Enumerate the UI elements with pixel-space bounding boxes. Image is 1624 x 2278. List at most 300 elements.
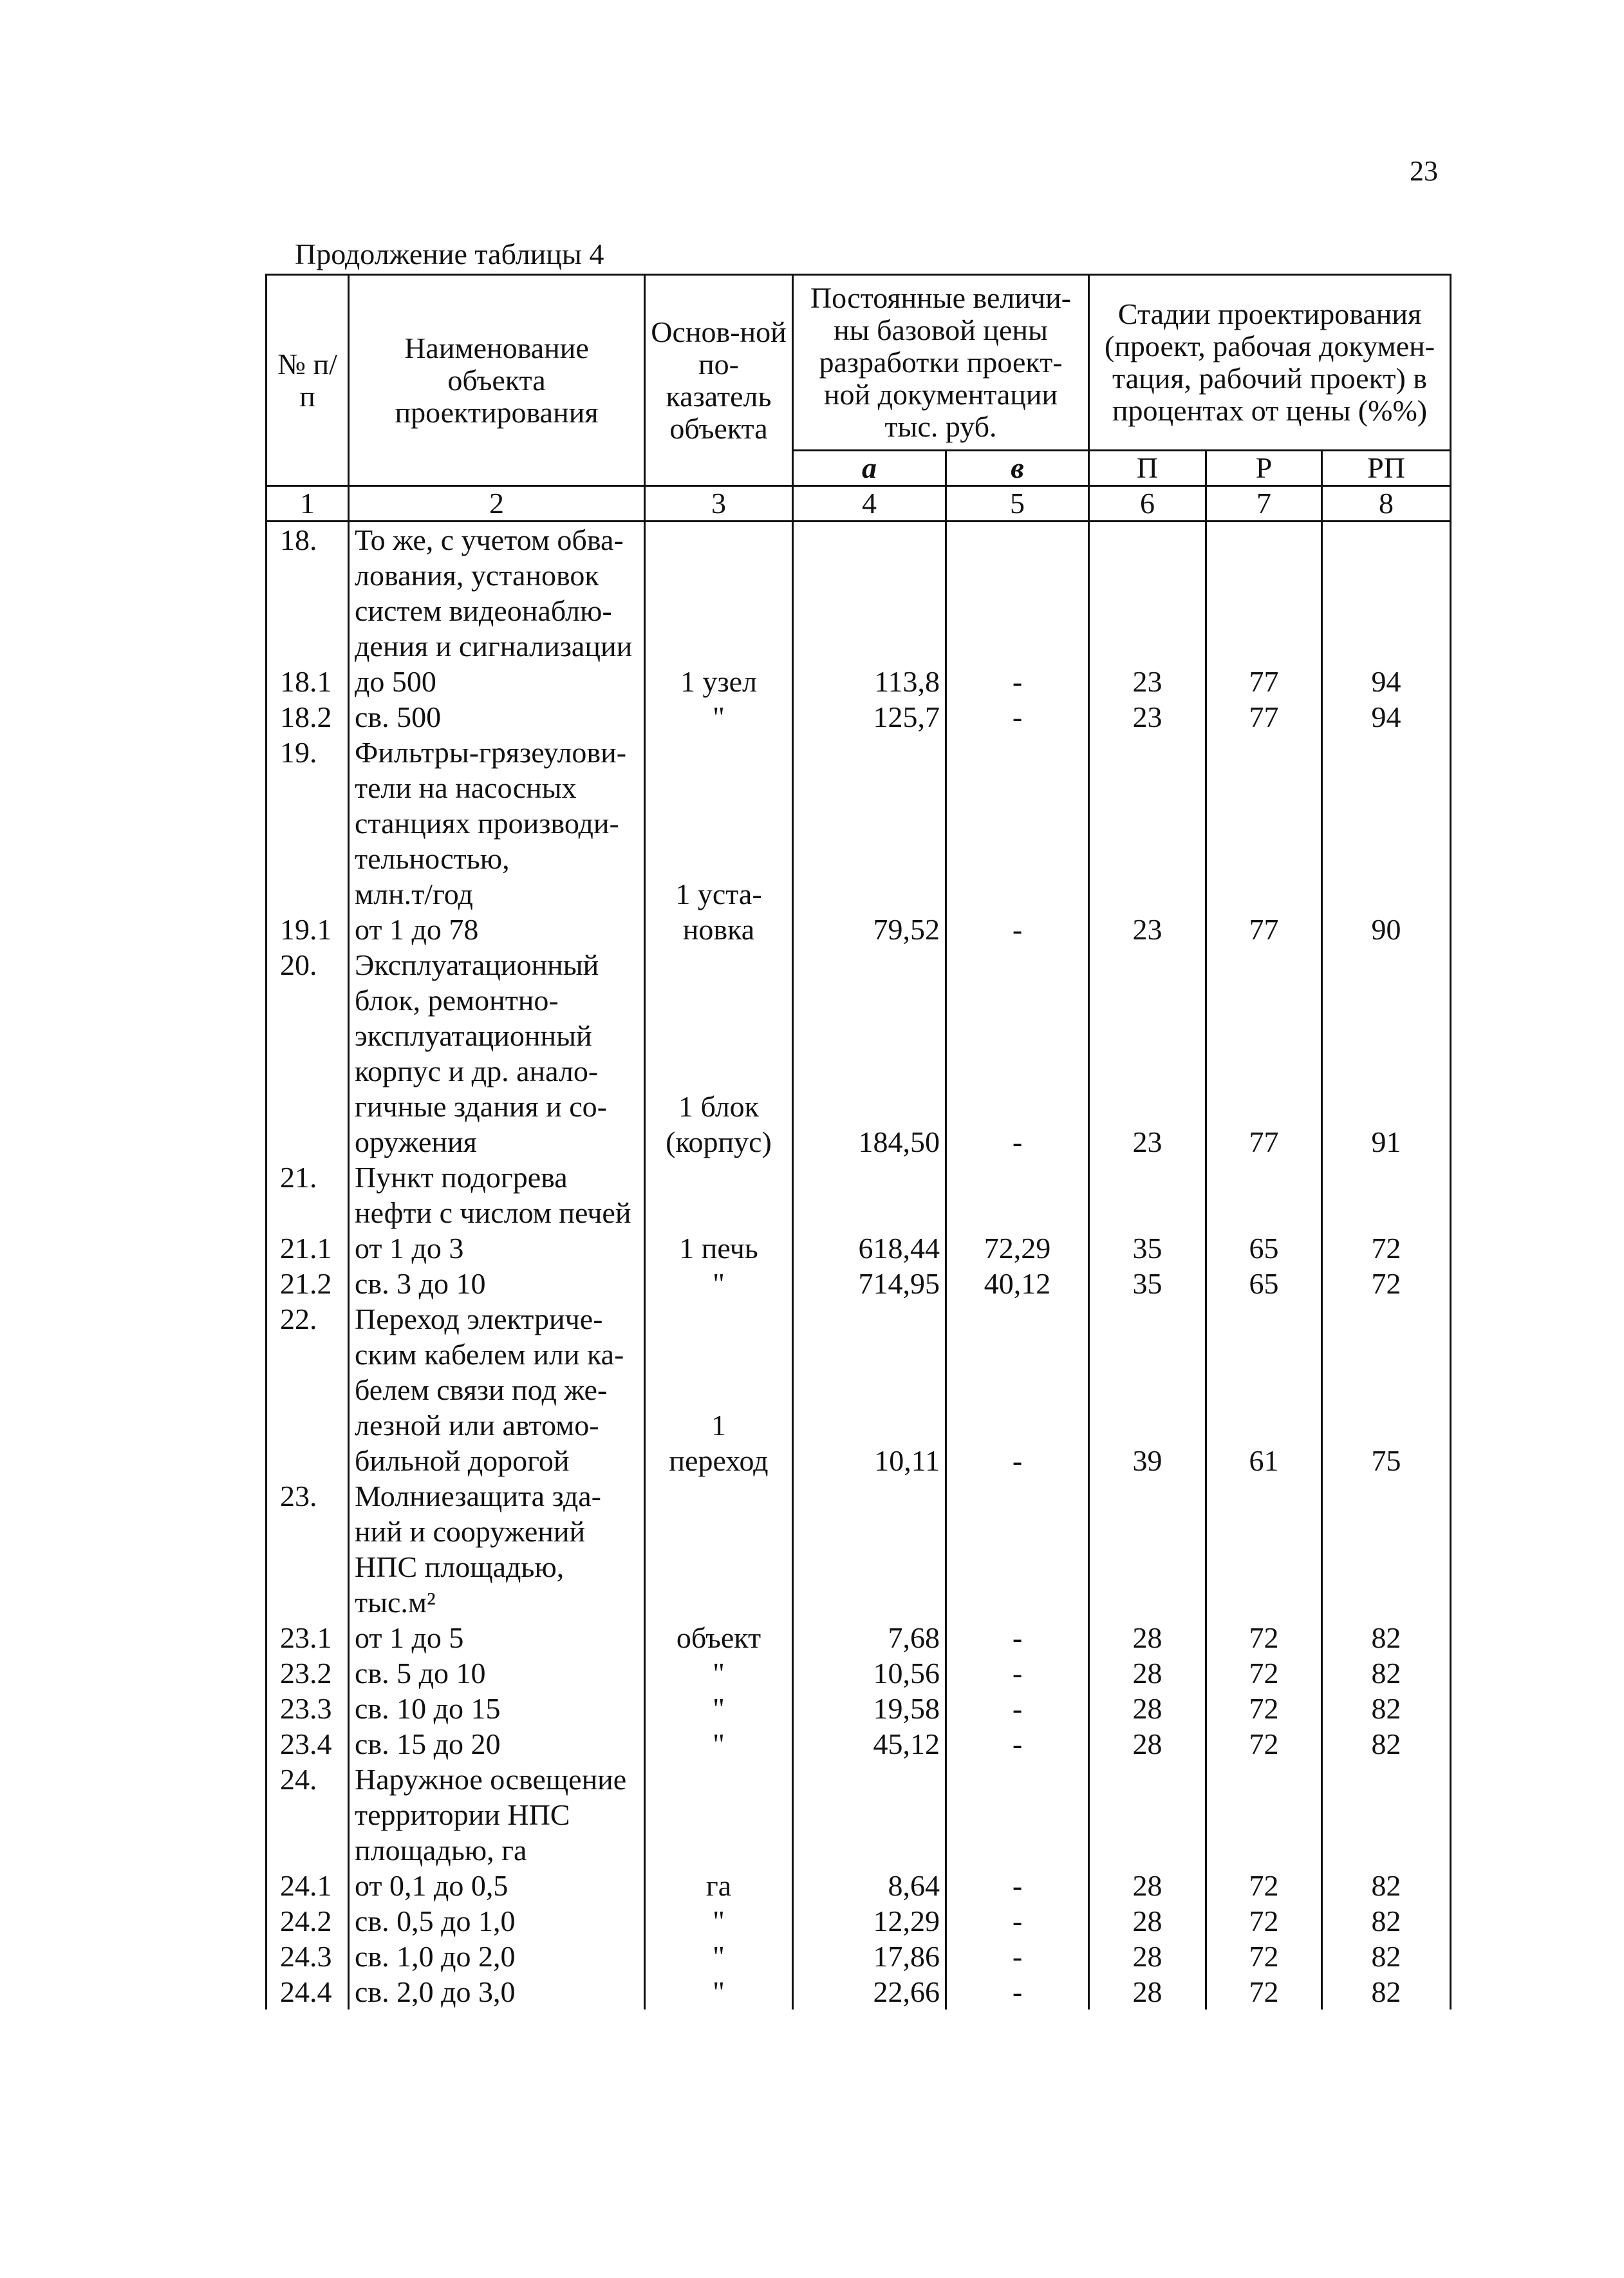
- stage-r-cell: [1206, 522, 1322, 558]
- row-number-cell: [266, 593, 349, 628]
- object-name-cell: Пункт подогрева: [349, 1160, 645, 1195]
- object-name-cell: св. 10 до 15: [349, 1691, 645, 1726]
- stage-rp-cell: 94: [1322, 699, 1451, 735]
- object-name-cell: оружения: [349, 1124, 645, 1160]
- row-number-cell: 24.2: [266, 1903, 349, 1939]
- row-number-cell: 23.1: [266, 1620, 349, 1655]
- stage-rp-cell: [1322, 1832, 1451, 1868]
- stage-rp-cell: 90: [1322, 912, 1451, 947]
- price-b-cell: -: [946, 1939, 1089, 1974]
- price-a-cell: [793, 1372, 946, 1407]
- price-b-cell: -: [946, 1868, 1089, 1903]
- object-name-cell: тели на насосных: [349, 770, 645, 805]
- price-a-cell: 79,52: [793, 912, 946, 947]
- price-a-cell: [793, 947, 946, 983]
- stage-p-cell: [1089, 1301, 1206, 1337]
- stage-p-cell: [1089, 841, 1206, 876]
- table-row: [266, 699, 1451, 735]
- price-a-cell: 714,95: [793, 1266, 946, 1301]
- indicator-cell: [645, 735, 793, 770]
- row-number-cell: 20.: [266, 947, 349, 983]
- price-a-cell: 45,12: [793, 1726, 946, 1762]
- object-name-cell: бильной дорогой: [349, 1443, 645, 1478]
- price-a-cell: [793, 593, 946, 628]
- object-name-cell: лезной или автомо-: [349, 1407, 645, 1443]
- table-row: [266, 1230, 1451, 1266]
- stage-rp-cell: [1322, 1478, 1451, 1514]
- stage-r-cell: [1206, 628, 1322, 664]
- table-row: [266, 1443, 1451, 1478]
- price-b-cell: [946, 735, 1089, 770]
- stage-p-cell: [1089, 1478, 1206, 1514]
- indicator-cell: [645, 1797, 793, 1832]
- stage-rp-cell: 72: [1322, 1230, 1451, 1266]
- price-b-cell: [946, 805, 1089, 841]
- table-row: [266, 1726, 1451, 1762]
- stage-rp-cell: 82: [1322, 1655, 1451, 1691]
- stage-r-cell: [1206, 1018, 1322, 1053]
- price-b-cell: -: [946, 1124, 1089, 1160]
- price-a-cell: 618,44: [793, 1230, 946, 1266]
- indicator-cell: ": [645, 1939, 793, 1974]
- price-b-cell: [946, 1832, 1089, 1868]
- row-number-cell: 19.: [266, 735, 349, 770]
- row-number-cell: [266, 1195, 349, 1230]
- table-row: [266, 1478, 1451, 1514]
- price-a-cell: [793, 1585, 946, 1620]
- stage-rp-cell: [1322, 770, 1451, 805]
- row-number-cell: 24.1: [266, 1868, 349, 1903]
- price-b-cell: 72,29: [946, 1230, 1089, 1266]
- table-row: [266, 593, 1451, 628]
- row-number-cell: [266, 983, 349, 1018]
- row-number-cell: 23.3: [266, 1691, 349, 1726]
- stage-rp-cell: 82: [1322, 1726, 1451, 1762]
- price-b-cell: [946, 983, 1089, 1018]
- price-b-cell: -: [946, 1974, 1089, 2010]
- stage-r-cell: [1206, 1337, 1322, 1372]
- price-a-cell: 12,29: [793, 1903, 946, 1939]
- stage-r-cell: [1206, 841, 1322, 876]
- stage-r-cell: [1206, 558, 1322, 593]
- stage-p-cell: [1089, 1762, 1206, 1797]
- stage-rp-cell: [1322, 1585, 1451, 1620]
- object-name-cell: св. 1,0 до 2,0: [349, 1939, 645, 1974]
- table-row: [266, 1407, 1451, 1443]
- price-a-cell: [793, 735, 946, 770]
- stage-r-cell: 72: [1206, 1655, 1322, 1691]
- row-number-cell: [266, 1549, 349, 1585]
- indicator-cell: [645, 770, 793, 805]
- price-b-cell: [946, 1018, 1089, 1053]
- stage-p-cell: 28: [1089, 1655, 1206, 1691]
- header-rp: РП: [1322, 451, 1451, 486]
- stage-p-cell: [1089, 1053, 1206, 1089]
- row-number-cell: [266, 1018, 349, 1053]
- object-name-cell: территории НПС: [349, 1797, 645, 1832]
- table-row: [266, 912, 1451, 947]
- stage-rp-cell: [1322, 1195, 1451, 1230]
- object-name-cell: ний и сооружений: [349, 1514, 645, 1549]
- stage-p-cell: 23: [1089, 1124, 1206, 1160]
- stage-r-cell: [1206, 805, 1322, 841]
- indicator-cell: [645, 1832, 793, 1868]
- stage-r-cell: 72: [1206, 1939, 1322, 1974]
- table-row: [266, 628, 1451, 664]
- row-number-cell: [266, 1797, 349, 1832]
- stage-p-cell: [1089, 1797, 1206, 1832]
- price-a-cell: [793, 1301, 946, 1337]
- stage-p-cell: [1089, 876, 1206, 912]
- stage-p-cell: 28: [1089, 1691, 1206, 1726]
- price-b-cell: -: [946, 912, 1089, 947]
- row-number-cell: [266, 841, 349, 876]
- object-name-cell: НПС площадью,: [349, 1549, 645, 1585]
- price-a-cell: 7,68: [793, 1620, 946, 1655]
- stage-r-cell: 65: [1206, 1230, 1322, 1266]
- object-name-cell: Эксплуатационный: [349, 947, 645, 983]
- header-col-number: 4: [793, 486, 946, 522]
- header-col-number: 5: [946, 486, 1089, 522]
- stage-rp-cell: [1322, 876, 1451, 912]
- indicator-cell: 1 блок: [645, 1089, 793, 1124]
- price-a-cell: [793, 1407, 946, 1443]
- price-a-cell: [793, 805, 946, 841]
- indicator-cell: [645, 522, 793, 558]
- object-name-cell: площадью, га: [349, 1832, 645, 1868]
- price-b-cell: [946, 1195, 1089, 1230]
- table-row: [266, 1337, 1451, 1372]
- price-a-cell: [793, 1514, 946, 1549]
- stage-p-cell: 35: [1089, 1230, 1206, 1266]
- row-number-cell: 21.2: [266, 1266, 349, 1301]
- price-b-cell: [946, 1372, 1089, 1407]
- price-a-cell: [793, 1797, 946, 1832]
- object-name-cell: белем связи под же-: [349, 1372, 645, 1407]
- indicator-cell: [645, 1053, 793, 1089]
- stage-p-cell: [1089, 522, 1206, 558]
- row-number-cell: 21.1: [266, 1230, 349, 1266]
- stage-rp-cell: [1322, 1301, 1451, 1337]
- table-row: [266, 841, 1451, 876]
- stage-rp-cell: [1322, 1514, 1451, 1549]
- table-body: [266, 522, 1451, 2010]
- table-row: [266, 1124, 1451, 1160]
- stage-r-cell: [1206, 1514, 1322, 1549]
- stage-p-cell: 23: [1089, 664, 1206, 699]
- stage-p-cell: [1089, 770, 1206, 805]
- row-number-cell: 22.: [266, 1301, 349, 1337]
- stage-r-cell: 61: [1206, 1443, 1322, 1478]
- stage-r-cell: [1206, 1832, 1322, 1868]
- stage-p-cell: [1089, 1372, 1206, 1407]
- stage-p-cell: 28: [1089, 1974, 1206, 2010]
- object-name-cell: св. 0,5 до 1,0: [349, 1903, 645, 1939]
- stage-r-cell: [1206, 770, 1322, 805]
- stage-p-cell: [1089, 983, 1206, 1018]
- stage-rp-cell: [1322, 522, 1451, 558]
- table-row: [266, 1762, 1451, 1797]
- price-b-cell: [946, 1337, 1089, 1372]
- object-name-cell: гичные здания и со-: [349, 1089, 645, 1124]
- price-b-cell: [946, 841, 1089, 876]
- price-a-cell: 113,8: [793, 664, 946, 699]
- indicator-cell: [645, 1478, 793, 1514]
- indicator-cell: ": [645, 1655, 793, 1691]
- row-number-cell: [266, 1514, 349, 1549]
- stage-r-cell: 77: [1206, 664, 1322, 699]
- header-col-number: 1: [266, 486, 349, 522]
- stage-p-cell: [1089, 1514, 1206, 1549]
- stage-r-cell: [1206, 947, 1322, 983]
- table-row: [266, 947, 1451, 983]
- price-a-cell: 22,66: [793, 1974, 946, 2010]
- header-a: а: [793, 451, 946, 486]
- price-b-cell: [946, 1301, 1089, 1337]
- table-row: [266, 1797, 1451, 1832]
- object-name-cell: млн.т/год: [349, 876, 645, 912]
- price-a-cell: 10,11: [793, 1443, 946, 1478]
- stage-p-cell: [1089, 628, 1206, 664]
- indicator-cell: (корпус): [645, 1124, 793, 1160]
- stage-p-cell: [1089, 1549, 1206, 1585]
- stage-p-cell: [1089, 1832, 1206, 1868]
- price-b-cell: [946, 1797, 1089, 1832]
- stage-rp-cell: 82: [1322, 1868, 1451, 1903]
- price-b-cell: -: [946, 699, 1089, 735]
- object-name-cell: Фильтры-грязеулови-: [349, 735, 645, 770]
- price-b-cell: [946, 1053, 1089, 1089]
- header-b: в: [946, 451, 1089, 486]
- indicator-cell: 1: [645, 1407, 793, 1443]
- price-a-cell: [793, 1832, 946, 1868]
- indicator-cell: 1 узел: [645, 664, 793, 699]
- indicator-cell: ": [645, 699, 793, 735]
- stage-p-cell: 23: [1089, 699, 1206, 735]
- header-design-stages: Стадии проектирования (проект, рабочая докумен-тация, рабочий проект) в процентах от цены (%%): [1089, 275, 1451, 451]
- stage-r-cell: [1206, 876, 1322, 912]
- price-b-cell: 40,12: [946, 1266, 1089, 1301]
- stage-r-cell: 77: [1206, 699, 1322, 735]
- row-number-cell: [266, 558, 349, 593]
- object-name-cell: блок, ремонтно-: [349, 983, 645, 1018]
- table-row: [266, 1832, 1451, 1868]
- object-name-cell: от 1 до 78: [349, 912, 645, 947]
- header-col-number: 8: [1322, 486, 1451, 522]
- row-number-cell: 24.4: [266, 1974, 349, 2010]
- stage-r-cell: 72: [1206, 1868, 1322, 1903]
- indicator-cell: [645, 1301, 793, 1337]
- indicator-cell: 1 уста-: [645, 876, 793, 912]
- header-base-price: Постоянные величи-ны базовой цены разработки проект-ной документации тыс. руб.: [793, 275, 1089, 451]
- price-a-cell: [793, 770, 946, 805]
- stage-p-cell: 23: [1089, 912, 1206, 947]
- page-number: 23: [1410, 155, 1438, 187]
- object-name-cell: станциях производи-: [349, 805, 645, 841]
- object-name-cell: эксплуатационный: [349, 1018, 645, 1053]
- stage-rp-cell: [1322, 983, 1451, 1018]
- stage-r-cell: [1206, 1160, 1322, 1195]
- table-row: [266, 1018, 1451, 1053]
- stage-rp-cell: 91: [1322, 1124, 1451, 1160]
- indicator-cell: [645, 947, 793, 983]
- stage-r-cell: [1206, 1549, 1322, 1585]
- stage-r-cell: 77: [1206, 912, 1322, 947]
- row-number-cell: 23.4: [266, 1726, 349, 1762]
- header-r: Р: [1206, 451, 1322, 486]
- table-row: [266, 1868, 1451, 1903]
- stage-rp-cell: [1322, 1372, 1451, 1407]
- price-a-cell: [793, 983, 946, 1018]
- stage-p-cell: [1089, 1160, 1206, 1195]
- row-number-cell: [266, 628, 349, 664]
- row-number-cell: [266, 1124, 349, 1160]
- table-row: [266, 1160, 1451, 1195]
- stage-rp-cell: 75: [1322, 1443, 1451, 1478]
- object-name-cell: св. 5 до 10: [349, 1655, 645, 1691]
- indicator-cell: новка: [645, 912, 793, 947]
- price-b-cell: [946, 1514, 1089, 1549]
- price-a-cell: 125,7: [793, 699, 946, 735]
- stage-r-cell: 72: [1206, 1903, 1322, 1939]
- object-name-cell: св. 15 до 20: [349, 1726, 645, 1762]
- stage-rp-cell: [1322, 1797, 1451, 1832]
- object-name-cell: тельностью,: [349, 841, 645, 876]
- price-a-cell: 19,58: [793, 1691, 946, 1726]
- indicator-cell: 1 печь: [645, 1230, 793, 1266]
- stage-rp-cell: [1322, 1407, 1451, 1443]
- indicator-cell: [645, 1514, 793, 1549]
- indicator-cell: [645, 1762, 793, 1797]
- stage-r-cell: [1206, 735, 1322, 770]
- price-b-cell: [946, 770, 1089, 805]
- indicator-cell: переход: [645, 1443, 793, 1478]
- object-name-cell: до 500: [349, 664, 645, 699]
- stage-rp-cell: [1322, 1018, 1451, 1053]
- stage-rp-cell: [1322, 1053, 1451, 1089]
- price-b-cell: [946, 628, 1089, 664]
- table-row: [266, 1903, 1451, 1939]
- stage-r-cell: [1206, 1407, 1322, 1443]
- price-a-cell: [793, 1549, 946, 1585]
- row-number-cell: [266, 1443, 349, 1478]
- object-name-cell: от 1 до 3: [349, 1230, 645, 1266]
- price-b-cell: [946, 1585, 1089, 1620]
- stage-rp-cell: [1322, 1337, 1451, 1372]
- header-number: № п/п: [266, 275, 349, 486]
- table-row: [266, 1195, 1451, 1230]
- row-number-cell: 18.1: [266, 664, 349, 699]
- indicator-cell: [645, 1160, 793, 1195]
- row-number-cell: [266, 876, 349, 912]
- table-row: [266, 522, 1451, 558]
- price-a-cell: [793, 1018, 946, 1053]
- stage-rp-cell: 82: [1322, 1903, 1451, 1939]
- stage-r-cell: [1206, 1797, 1322, 1832]
- object-name-cell: То же, с учетом обва-: [349, 522, 645, 558]
- row-number-cell: 18.2: [266, 699, 349, 735]
- price-b-cell: [946, 1478, 1089, 1514]
- table-row: [266, 1372, 1451, 1407]
- price-b-cell: [946, 1160, 1089, 1195]
- indicator-cell: [645, 1372, 793, 1407]
- table-row: [266, 1301, 1451, 1337]
- data-table: [265, 274, 1451, 2010]
- stage-p-cell: 28: [1089, 1868, 1206, 1903]
- stage-p-cell: [1089, 735, 1206, 770]
- price-a-cell: [793, 1478, 946, 1514]
- stage-p-cell: [1089, 1337, 1206, 1372]
- indicator-cell: ": [645, 1266, 793, 1301]
- stage-p-cell: [1089, 947, 1206, 983]
- row-number-cell: 24.: [266, 1762, 349, 1797]
- object-name-cell: нефти с числом печей: [349, 1195, 645, 1230]
- object-name-cell: св. 3 до 10: [349, 1266, 645, 1301]
- table-row: [266, 1089, 1451, 1124]
- object-name-cell: Наружное освещение: [349, 1762, 645, 1797]
- stage-r-cell: [1206, 1585, 1322, 1620]
- indicator-cell: ": [645, 1903, 793, 1939]
- indicator-cell: [645, 558, 793, 593]
- price-b-cell: -: [946, 1691, 1089, 1726]
- stage-r-cell: [1206, 983, 1322, 1018]
- table-row: [266, 983, 1451, 1018]
- stage-rp-cell: [1322, 593, 1451, 628]
- price-a-cell: [793, 628, 946, 664]
- table-row: [266, 770, 1451, 805]
- row-number-cell: 18.: [266, 522, 349, 558]
- indicator-cell: [645, 1549, 793, 1585]
- stage-r-cell: [1206, 1301, 1322, 1337]
- price-a-cell: [793, 558, 946, 593]
- stage-rp-cell: [1322, 841, 1451, 876]
- indicator-cell: объект: [645, 1620, 793, 1655]
- table-row: [266, 1514, 1451, 1549]
- stage-r-cell: [1206, 1478, 1322, 1514]
- stage-r-cell: [1206, 1089, 1322, 1124]
- indicator-cell: [645, 841, 793, 876]
- price-a-cell: [793, 1053, 946, 1089]
- stage-rp-cell: [1322, 1160, 1451, 1195]
- stage-p-cell: [1089, 1407, 1206, 1443]
- stage-p-cell: 28: [1089, 1903, 1206, 1939]
- stage-p-cell: [1089, 1018, 1206, 1053]
- price-a-cell: 184,50: [793, 1124, 946, 1160]
- indicator-cell: ": [645, 1726, 793, 1762]
- row-number-cell: [266, 1585, 349, 1620]
- stage-rp-cell: [1322, 947, 1451, 983]
- row-number-cell: [266, 1053, 349, 1089]
- table-row: [266, 1585, 1451, 1620]
- price-b-cell: [946, 1407, 1089, 1443]
- object-name-cell: от 0,1 до 0,5: [349, 1868, 645, 1903]
- price-a-cell: 8,64: [793, 1868, 946, 1903]
- indicator-cell: [645, 593, 793, 628]
- table-row: [266, 735, 1451, 770]
- row-number-cell: [266, 770, 349, 805]
- stage-r-cell: [1206, 1053, 1322, 1089]
- price-b-cell: [946, 522, 1089, 558]
- price-b-cell: -: [946, 664, 1089, 699]
- table-row: [266, 1691, 1451, 1726]
- object-name-cell: от 1 до 5: [349, 1620, 645, 1655]
- table-row: [266, 1620, 1451, 1655]
- table-row: [266, 558, 1451, 593]
- price-a-cell: [793, 1089, 946, 1124]
- row-number-cell: [266, 1337, 349, 1372]
- price-a-cell: [793, 841, 946, 876]
- stage-rp-cell: [1322, 558, 1451, 593]
